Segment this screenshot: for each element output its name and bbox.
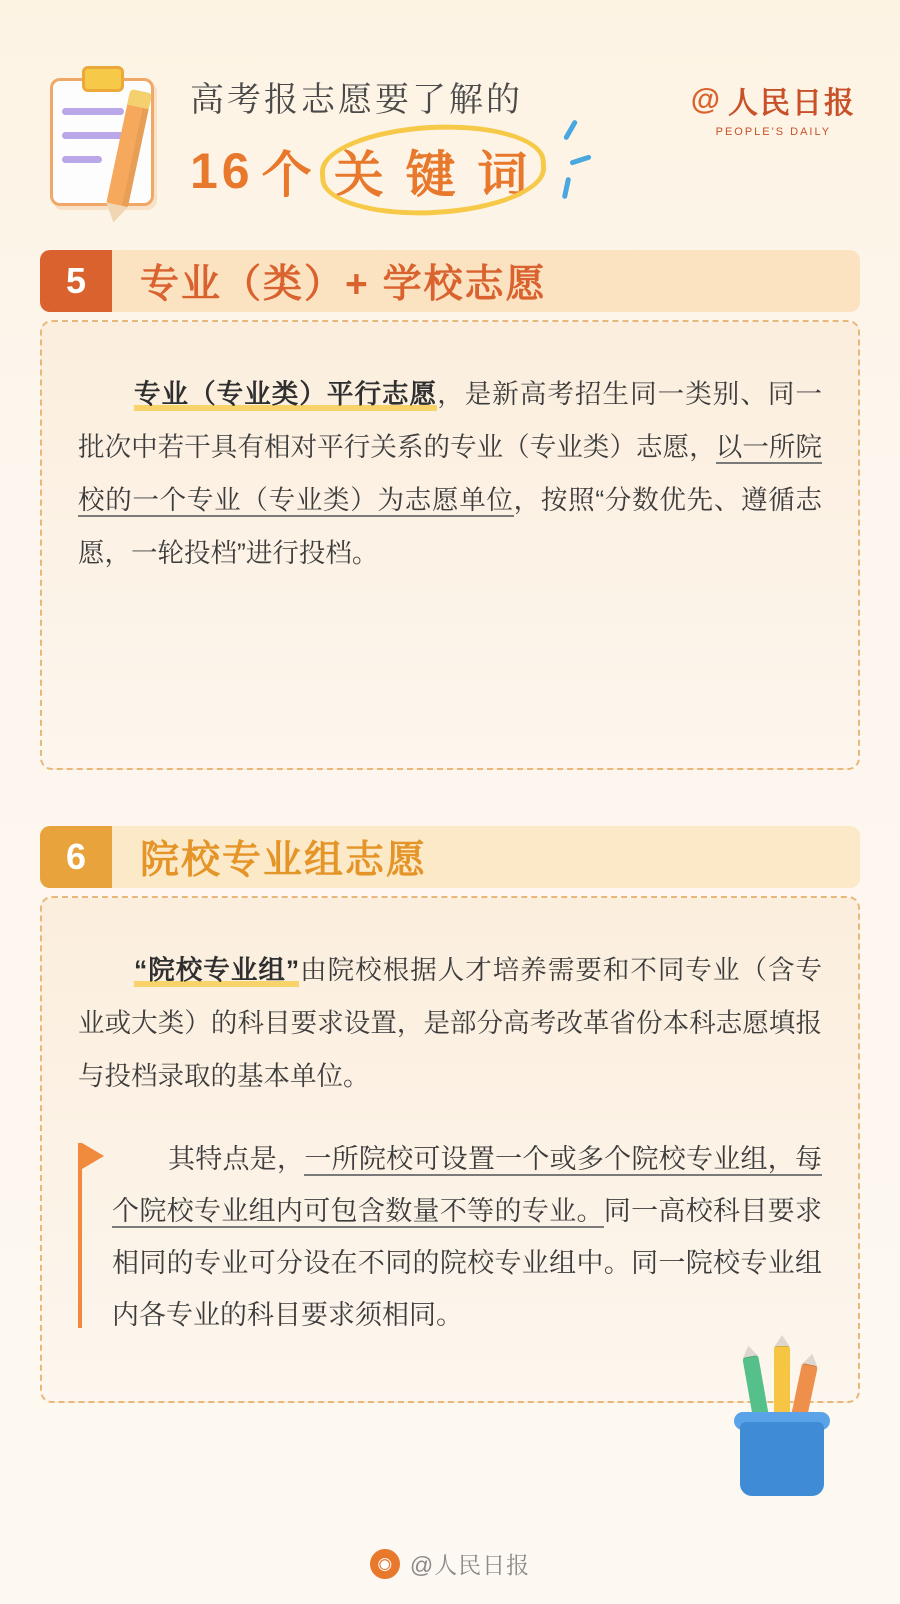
flag-icon	[78, 1143, 82, 1328]
clipboard-icon	[42, 60, 172, 210]
poster-title	[190, 133, 539, 209]
section-5-header	[40, 250, 860, 312]
footer	[0, 1547, 900, 1580]
title-block	[190, 72, 539, 209]
peoples-daily-logo	[691, 78, 856, 138]
section-6-header	[40, 826, 860, 888]
section-6-title: 院校专业组志愿	[140, 839, 428, 882]
logo-english-name: PEOPLE'S DAILY	[715, 126, 832, 138]
logo-chinese-name: 人民日报	[728, 87, 856, 120]
text-run: 由院校根据人才培养需要和不同专业（含专业或大类）的科目要求设置，是部分高考改革省份本科志愿填报与投档录取的基本单位。	[78, 955, 823, 1091]
section-5	[40, 250, 860, 770]
text-run: 以一所院校的一个专业（专业类）为志愿单位	[78, 432, 823, 515]
text-run: ，按照“分数优先、遵循志愿，一轮投档”进行投档。	[78, 485, 823, 568]
section-5-paragraph	[78, 368, 822, 580]
title-keyword-highlight	[326, 133, 540, 209]
pen-cup-icon	[722, 1346, 842, 1496]
title-middle: 个	[261, 147, 316, 203]
text-run: 专业（专业类）平行志愿	[134, 379, 438, 409]
section-5-body	[40, 320, 860, 770]
section-6-paragraph	[78, 944, 822, 1103]
weibo-icon: ◉	[370, 1549, 400, 1579]
text-run: ，是新高考招生同一类别、同一批次中若干具有相对平行关系的专业（专业类）志愿，	[78, 379, 822, 462]
poster-header	[0, 0, 900, 250]
section-6-number: 6	[40, 826, 112, 888]
text-run: 其特点是，	[168, 1144, 305, 1174]
sparkle-icon	[563, 119, 578, 141]
sparkle-icon	[570, 154, 592, 166]
title-number: 16	[190, 143, 254, 199]
section-6-body	[40, 896, 860, 1403]
text-run: 同一高校科目要求相同的专业可分设在不同的院校专业组中。同一院校专业组内各专业的科目要求须相同。	[112, 1196, 823, 1330]
text-run: “院校专业组”	[134, 955, 300, 985]
circle-highlight-icon	[317, 119, 547, 221]
title-keyword: 关 键 词	[333, 147, 532, 203]
footer-text: @人民日报	[409, 1552, 531, 1578]
section-5-number: 5	[40, 250, 112, 312]
at-icon: @	[690, 83, 720, 116]
section-6-flag-paragraph	[78, 1133, 822, 1341]
poster-subtitle: 高考报志愿要了解的	[190, 81, 523, 119]
section-6	[40, 826, 860, 1403]
section-5-title: 专业（类）+ 学校志愿	[140, 263, 547, 306]
text-run: 一所院校可设置一个或多个院校专业组，每个院校专业组内可包含数量不等的专业。	[112, 1144, 823, 1226]
sparkle-icon	[562, 177, 571, 200]
